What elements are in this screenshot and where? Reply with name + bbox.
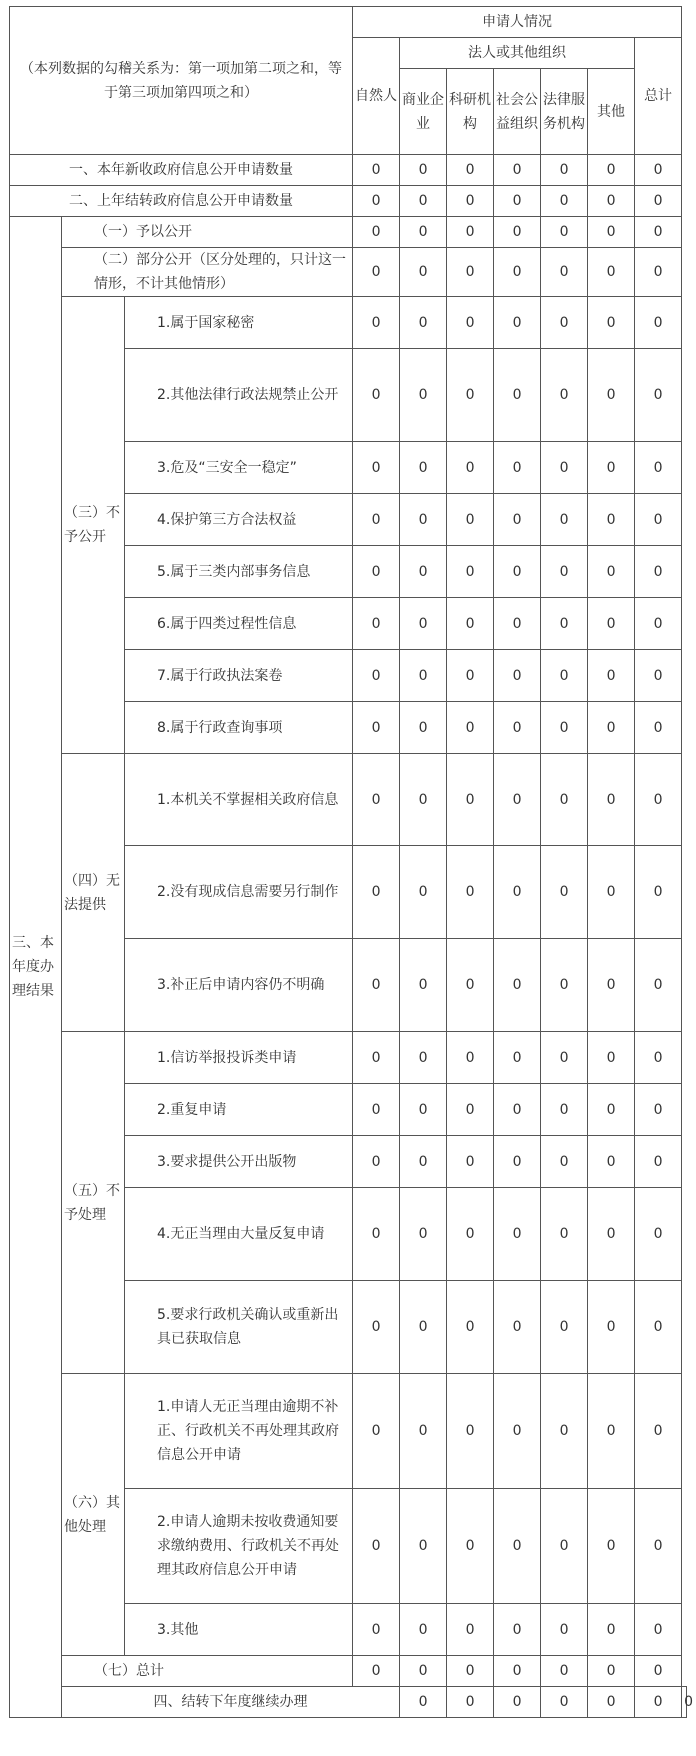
cell-value: 0 <box>447 650 494 702</box>
cell-value: 0 <box>588 1687 635 1718</box>
group-label: （三）不予公开 <box>62 297 125 754</box>
cell-value: 0 <box>588 546 635 598</box>
cell-value: 0 <box>588 217 635 248</box>
cell-value: 0 <box>400 1281 447 1374</box>
cell-value: 0 <box>400 939 447 1032</box>
cell-value: 0 <box>494 1604 541 1656</box>
cell-value: 0 <box>541 939 588 1032</box>
cell-value: 0 <box>447 702 494 754</box>
cell-value: 0 <box>494 1374 541 1489</box>
cell-value: 0 <box>353 939 400 1032</box>
cell-value: 0 <box>635 349 682 442</box>
cell-value: 0 <box>447 442 494 494</box>
cell-value: 0 <box>635 598 682 650</box>
row-label: （七）总计 <box>62 1656 353 1687</box>
cell-value: 0 <box>400 186 447 217</box>
cell-value: 0 <box>541 1032 588 1084</box>
row-label: 2.其他法律行政法规禁止公开 <box>125 349 353 442</box>
cell-value: 0 <box>353 494 400 546</box>
cell-value: 0 <box>588 702 635 754</box>
cell-value: 0 <box>353 1656 400 1687</box>
cell-value: 0 <box>447 1374 494 1489</box>
cell-value: 0 <box>541 598 588 650</box>
cell-value: 0 <box>400 442 447 494</box>
cell-value: 0 <box>353 1084 400 1136</box>
cell-value: 0 <box>447 1489 494 1604</box>
cell-value: 0 <box>447 1136 494 1188</box>
row-label: 5.属于三类内部事务信息 <box>125 546 353 598</box>
cell-value: 0 <box>588 349 635 442</box>
cell-value: 0 <box>541 1489 588 1604</box>
cell-value: 0 <box>400 702 447 754</box>
other-header: 其他 <box>588 69 635 155</box>
cell-value: 0 <box>447 754 494 846</box>
cell-value: 0 <box>588 1489 635 1604</box>
group-label: （六）其他处理 <box>62 1374 125 1656</box>
row-label: 3.其他 <box>125 1604 353 1656</box>
cell-value: 0 <box>541 1084 588 1136</box>
cell-value: 0 <box>541 217 588 248</box>
cell-value: 0 <box>588 494 635 546</box>
social-welfare-header: 社会公益组织 <box>494 69 541 155</box>
cell-value: 0 <box>447 297 494 349</box>
cell-value: 0 <box>588 442 635 494</box>
table-row <box>10 155 687 186</box>
cell-value: 0 <box>635 1374 682 1489</box>
cell-value: 0 <box>447 1687 494 1718</box>
cell-value: 0 <box>588 1136 635 1188</box>
cell-value: 0 <box>400 846 447 939</box>
cell-value: 0 <box>541 1188 588 1281</box>
legal-persons-header: 法人或其他组织 <box>400 38 635 69</box>
cell-value: 0 <box>400 1656 447 1687</box>
row-label: 一、本年新收政府信息公开申请数量 <box>10 155 353 186</box>
cell-value: 0 <box>541 248 588 297</box>
cell-value: 0 <box>635 846 682 939</box>
table-row <box>10 1032 687 1084</box>
cell-value: 0 <box>588 186 635 217</box>
cell-value: 0 <box>353 1281 400 1374</box>
total-header: 总计 <box>635 38 682 155</box>
cell-value: 0 <box>635 546 682 598</box>
cell-value: 0 <box>353 349 400 442</box>
cell-value: 0 <box>635 297 682 349</box>
cell-value: 0 <box>635 1604 682 1656</box>
cell-value: 0 <box>400 754 447 846</box>
cell-value: 0 <box>353 846 400 939</box>
table-row <box>10 1656 687 1687</box>
cell-value: 0 <box>400 1604 447 1656</box>
cell-value: 0 <box>494 702 541 754</box>
cell-value: 0 <box>588 297 635 349</box>
cell-value: 0 <box>588 1656 635 1687</box>
cell-value: 0 <box>588 598 635 650</box>
cell-value: 0 <box>635 217 682 248</box>
cell-value: 0 <box>635 1687 682 1718</box>
cell-value: 0 <box>400 546 447 598</box>
header-row-1 <box>10 7 687 38</box>
cell-value: 0 <box>353 598 400 650</box>
cell-value: 0 <box>353 650 400 702</box>
natural-person-header: 自然人 <box>353 38 400 155</box>
cell-value: 0 <box>494 939 541 1032</box>
cell-value: 0 <box>447 186 494 217</box>
row-label: 6.属于四类过程性信息 <box>125 598 353 650</box>
section-three-label: 三、本年度办理结果 <box>10 217 62 1718</box>
cell-value: 0 <box>494 1032 541 1084</box>
cell-value: 0 <box>447 1188 494 1281</box>
row-label: 1.申请人无正当理由逾期不补正、行政机关不再处理其政府信息公开申请 <box>125 1374 353 1489</box>
cell-value: 0 <box>541 1604 588 1656</box>
cell-value: 0 <box>494 1281 541 1374</box>
cell-value: 0 <box>447 349 494 442</box>
cell-value: 0 <box>541 546 588 598</box>
cell-value: 0 <box>494 1656 541 1687</box>
cell-value: 0 <box>588 155 635 186</box>
cell-value: 0 <box>447 546 494 598</box>
cell-value: 0 <box>541 186 588 217</box>
cell-value: 0 <box>494 598 541 650</box>
report-table-wrapper <box>9 6 694 1718</box>
cell-value: 0 <box>447 1656 494 1687</box>
cell-value: 0 <box>635 1188 682 1281</box>
cell-value: 0 <box>353 546 400 598</box>
table-row <box>10 1374 687 1489</box>
row-label: 2.没有现成信息需要另行制作 <box>125 846 353 939</box>
cell-value: 0 <box>494 186 541 217</box>
cell-value: 0 <box>635 754 682 846</box>
cell-value: 0 <box>541 846 588 939</box>
cell-value: 0 <box>494 155 541 186</box>
cell-value: 0 <box>447 217 494 248</box>
cell-value: 0 <box>588 650 635 702</box>
cell-value: 0 <box>353 248 400 297</box>
cell-value: 0 <box>353 1489 400 1604</box>
cell-value: 0 <box>588 846 635 939</box>
cell-value: 0 <box>635 186 682 217</box>
cell-value: 0 <box>494 546 541 598</box>
cell-value: 0 <box>400 494 447 546</box>
cell-value: 0 <box>588 248 635 297</box>
cell-value: 0 <box>494 650 541 702</box>
row-label: 3.危及“三安全一稳定” <box>125 442 353 494</box>
cell-value: 0 <box>588 1032 635 1084</box>
cell-value: 0 <box>494 1136 541 1188</box>
cell-value: 0 <box>400 1489 447 1604</box>
research-header: 科研机构 <box>447 69 494 155</box>
cell-value: 0 <box>635 155 682 186</box>
cell-value: 0 <box>400 650 447 702</box>
cell-value: 0 <box>353 1374 400 1489</box>
row-label: 3.补正后申请内容仍不明确 <box>125 939 353 1032</box>
cell-value: 0 <box>353 1136 400 1188</box>
row-label: 4.无正当理由大量反复申请 <box>125 1188 353 1281</box>
cell-value: 0 <box>494 1489 541 1604</box>
cell-value: 0 <box>635 1656 682 1687</box>
cell-value: 0 <box>541 494 588 546</box>
disclosure-report-table <box>9 6 694 1718</box>
cell-value: 0 <box>494 1687 541 1718</box>
cell-value: 0 <box>541 297 588 349</box>
cell-value: 0 <box>400 598 447 650</box>
cell-value: 0 <box>494 297 541 349</box>
cell-value: 0 <box>541 442 588 494</box>
cell-value: 0 <box>400 1032 447 1084</box>
row-label: 3.要求提供公开出版物 <box>125 1136 353 1188</box>
cell-value: 0 <box>447 939 494 1032</box>
cell-value: 0 <box>400 1374 447 1489</box>
cell-value: 0 <box>635 442 682 494</box>
header-note: （本列数据的勾稽关系为：第一项加第二项之和，等于第三项加第四项之和） <box>10 7 353 155</box>
row-label: 二、上年结转政府信息公开申请数量 <box>10 186 353 217</box>
cell-value: 0 <box>494 217 541 248</box>
row-label: 1.本机关不掌握相关政府信息 <box>125 754 353 846</box>
row-label: 2.重复申请 <box>125 1084 353 1136</box>
cell-value: 0 <box>588 1188 635 1281</box>
cell-value: 0 <box>541 1136 588 1188</box>
row-label: 5.要求行政机关确认或重新出具已获取信息 <box>125 1281 353 1374</box>
cell-value: 0 <box>635 494 682 546</box>
cell-value: 0 <box>541 1656 588 1687</box>
table-row <box>10 754 687 846</box>
cell-value: 0 <box>588 939 635 1032</box>
group-label: （五）不予处理 <box>62 1032 125 1374</box>
cell-value: 0 <box>541 155 588 186</box>
cell-value: 0 <box>494 1084 541 1136</box>
cell-value: 0 <box>447 846 494 939</box>
row-label: 1.属于国家秘密 <box>125 297 353 349</box>
row-label: 1.信访举报投诉类申请 <box>125 1032 353 1084</box>
cell-value: 0 <box>588 1374 635 1489</box>
cell-value: 0 <box>588 754 635 846</box>
row-label: （一）予以公开 <box>62 217 353 248</box>
table-row <box>10 297 687 349</box>
cell-value: 0 <box>353 1604 400 1656</box>
table-row <box>10 186 687 217</box>
table-row <box>10 217 687 248</box>
cell-value: 0 <box>400 297 447 349</box>
applicant-info-header: 申请人情况 <box>353 7 682 38</box>
cell-value: 0 <box>353 754 400 846</box>
row-label: 四、结转下年度继续办理 <box>62 1687 400 1718</box>
table-row <box>10 248 687 297</box>
cell-value: 0 <box>353 297 400 349</box>
cell-value: 0 <box>682 1687 687 1718</box>
cell-value: 0 <box>494 846 541 939</box>
cell-value: 0 <box>541 1374 588 1489</box>
cell-value: 0 <box>541 1687 588 1718</box>
commercial-header: 商业企业 <box>400 69 447 155</box>
cell-value: 0 <box>447 1032 494 1084</box>
cell-value: 0 <box>494 754 541 846</box>
cell-value: 0 <box>494 494 541 546</box>
table-row <box>10 1687 687 1718</box>
cell-value: 0 <box>494 1188 541 1281</box>
cell-value: 0 <box>447 155 494 186</box>
cell-value: 0 <box>541 754 588 846</box>
legal-service-header: 法律服务机构 <box>541 69 588 155</box>
cell-value: 0 <box>541 1281 588 1374</box>
cell-value: 0 <box>353 702 400 754</box>
cell-value: 0 <box>447 598 494 650</box>
row-label: （二）部分公开（区分处理的，只计这一情形，不计其他情形） <box>62 248 353 297</box>
cell-value: 0 <box>400 1687 447 1718</box>
cell-value: 0 <box>353 442 400 494</box>
cell-value: 0 <box>635 702 682 754</box>
cell-value: 0 <box>541 702 588 754</box>
cell-value: 0 <box>400 155 447 186</box>
cell-value: 0 <box>494 349 541 442</box>
cell-value: 0 <box>635 1489 682 1604</box>
cell-value: 0 <box>588 1604 635 1656</box>
cell-value: 0 <box>494 248 541 297</box>
cell-value: 0 <box>447 1084 494 1136</box>
cell-value: 0 <box>635 650 682 702</box>
row-label: 8.属于行政查询事项 <box>125 702 353 754</box>
cell-value: 0 <box>541 650 588 702</box>
cell-value: 0 <box>588 1084 635 1136</box>
cell-value: 0 <box>353 217 400 248</box>
cell-value: 0 <box>635 1084 682 1136</box>
cell-value: 0 <box>400 1084 447 1136</box>
cell-value: 0 <box>588 1281 635 1374</box>
cell-value: 0 <box>400 1136 447 1188</box>
cell-value: 0 <box>635 939 682 1032</box>
cell-value: 0 <box>353 186 400 217</box>
cell-value: 0 <box>635 1281 682 1374</box>
cell-value: 0 <box>635 1136 682 1188</box>
cell-value: 0 <box>400 217 447 248</box>
cell-value: 0 <box>353 1032 400 1084</box>
cell-value: 0 <box>635 248 682 297</box>
cell-value: 0 <box>447 1281 494 1374</box>
cell-value: 0 <box>353 1188 400 1281</box>
cell-value: 0 <box>353 155 400 186</box>
row-label: 4.保护第三方合法权益 <box>125 494 353 546</box>
cell-value: 0 <box>400 1188 447 1281</box>
cell-value: 0 <box>541 349 588 442</box>
cell-value: 0 <box>494 442 541 494</box>
cell-value: 0 <box>400 248 447 297</box>
cell-value: 0 <box>635 1032 682 1084</box>
cell-value: 0 <box>447 1604 494 1656</box>
cell-value: 0 <box>447 248 494 297</box>
cell-value: 0 <box>447 494 494 546</box>
row-label: 2.申请人逾期未按收费通知要求缴纳费用、行政机关不再处理其政府信息公开申请 <box>125 1489 353 1604</box>
cell-value: 0 <box>400 349 447 442</box>
group-label: （四）无法提供 <box>62 754 125 1032</box>
row-label: 7.属于行政执法案卷 <box>125 650 353 702</box>
